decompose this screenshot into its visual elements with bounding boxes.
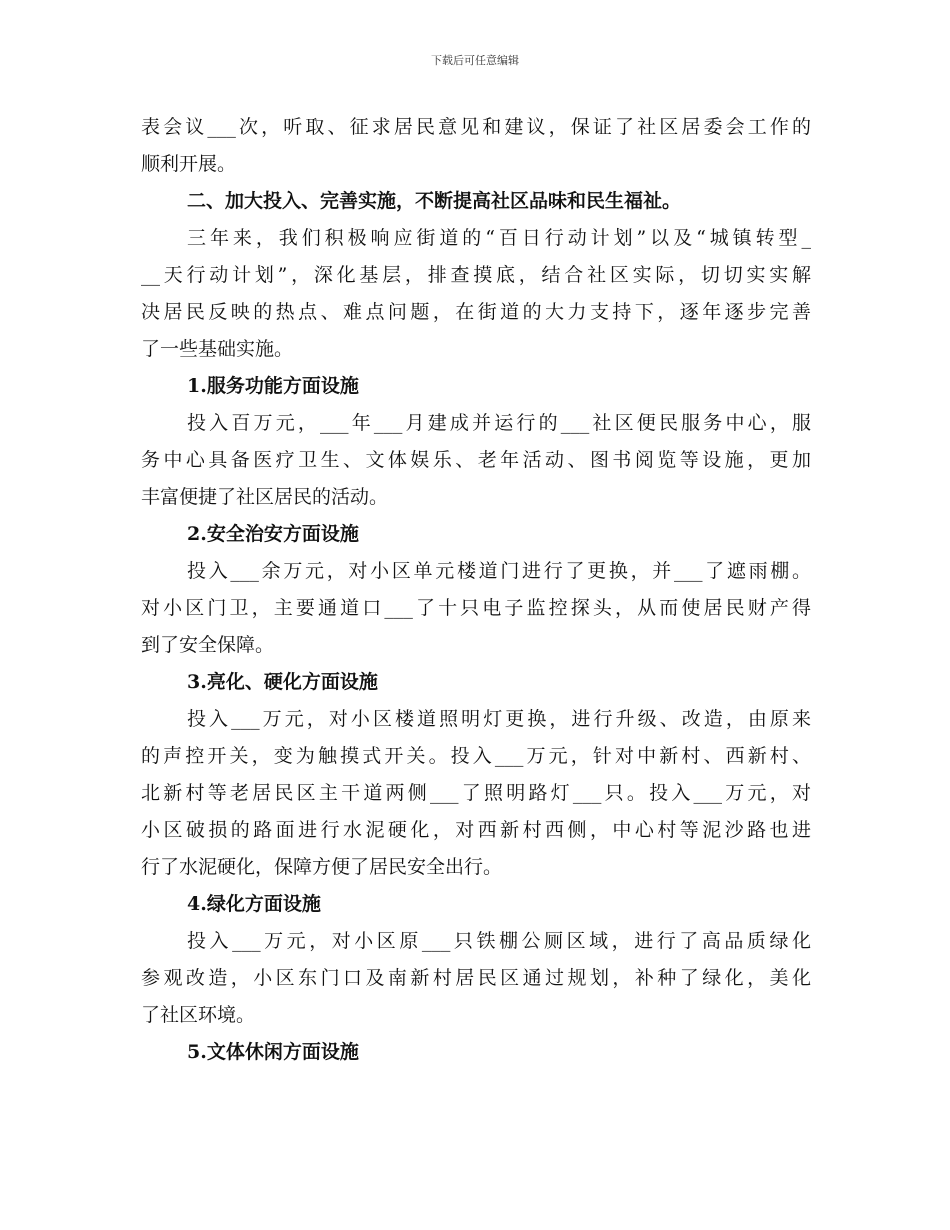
body-text-line: 北新村等老居民区主干道两侧___了照明路灯___只。投入___万元，对: [141, 782, 811, 804]
section-heading: 4.绿化方面设施: [187, 893, 321, 915]
section-heading: 1.服务功能方面设施: [187, 375, 359, 397]
body-text-line: 投入___万元，对小区原___只铁棚公厕区域，进行了高品质绿化: [187, 930, 811, 952]
body-text-line: 投入___余万元，对小区单元楼道门进行了更换，并___了遮雨棚。: [187, 560, 811, 582]
body-text-line: 投入百万元，___年___月建成并运行的___社区便民服务中心，服: [187, 412, 811, 434]
section-heading: 二、加大投入、完善实施，不断提高社区品味和民生福祉。: [187, 190, 682, 212]
body-text-line: 决居民反映的热点、难点问题，在街道的大力支持下，逐年逐步完善: [141, 301, 811, 323]
page-header: 下载后可任意编辑: [431, 54, 519, 67]
body-text-line: 了社区环境。: [141, 1004, 256, 1026]
body-text-line: 投入___万元，对小区楼道照明灯更换，进行升级、改造，由原来: [187, 708, 811, 730]
body-text-line: 到了安全保障。: [141, 634, 275, 656]
section-heading: 3.亮化、硬化方面设施: [187, 671, 378, 693]
body-text-line: 小区破损的路面进行水泥硬化，对西新村西侧，中心村等泥沙路也进: [141, 819, 811, 841]
body-text-line: 务中心具备医疗卫生、文体娱乐、老年活动、图书阅览等设施，更加: [141, 449, 811, 471]
body-text-line: 顺利开展。: [141, 153, 237, 175]
body-text-line: __天行动计划”，深化基层，排查摸底，结合社区实际，切切实实解: [141, 264, 811, 286]
body-text-line: 三年来，我们积极响应街道的“百日行动计划”以及“城镇转型_: [187, 227, 811, 249]
body-text-line: 丰富便捷了社区居民的活动。: [141, 486, 389, 508]
section-heading: 5.文体休闲方面设施: [187, 1041, 359, 1063]
body-text-line: 行了水泥硬化，保障方便了居民安全出行。: [141, 856, 503, 878]
body-text-line: 参观改造，小区东门口及南新村居民区通过规划，补种了绿化，美化: [141, 967, 811, 989]
section-heading: 2.安全治安方面设施: [187, 523, 359, 545]
body-text-line: 了一些基础实施。: [141, 338, 294, 360]
body-text-line: 对小区门卫，主要通道口___了十只电子监控探头，从而使居民财产得: [141, 597, 811, 619]
body-text-line: 表会议___次，听取、征求居民意见和建议，保证了社区居委会工作的: [141, 116, 811, 138]
body-text-line: 的声控开关，变为触摸式开关。投入___万元，针对中新村、西新村、: [141, 745, 811, 767]
document-body: [141, 109, 811, 1071]
